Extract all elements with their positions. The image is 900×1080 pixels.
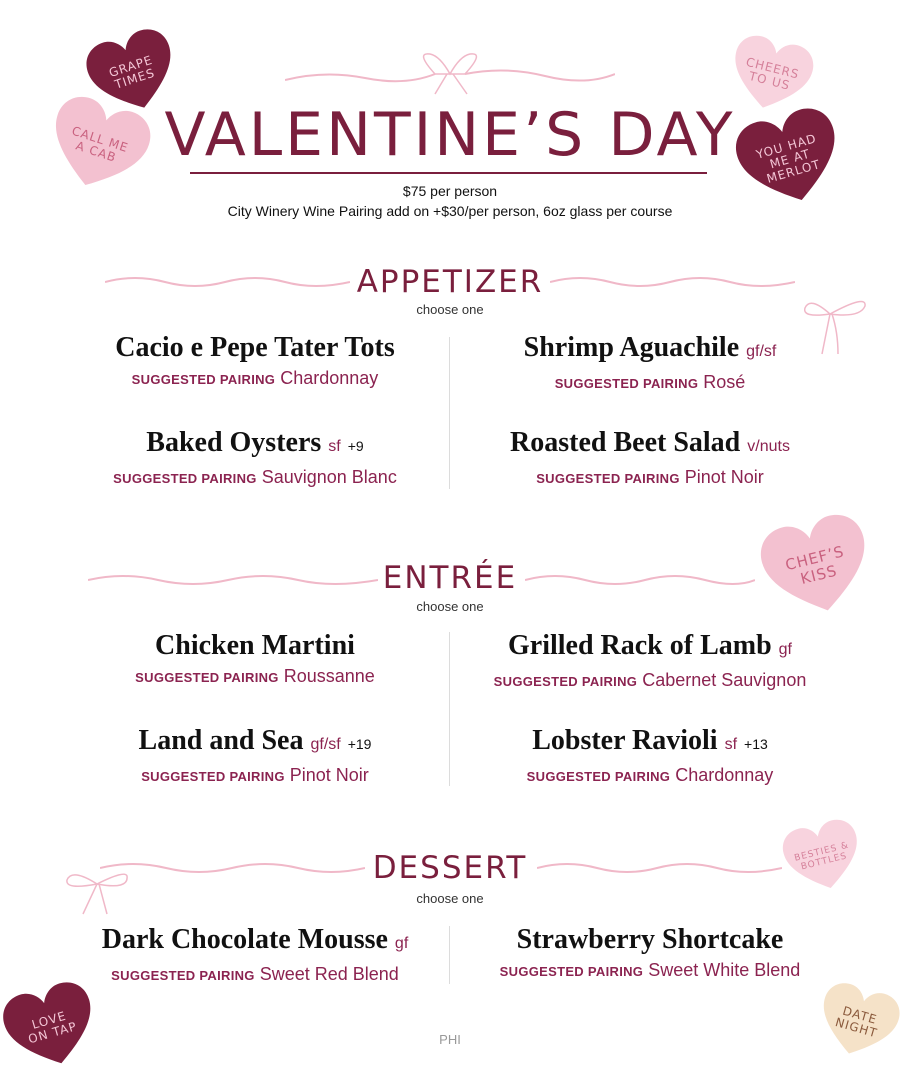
pairing-label: SUGGESTED PAIRING xyxy=(554,376,699,391)
pairing-wine: Sauvignon Blanc xyxy=(261,467,397,487)
section-subtitle: choose one xyxy=(416,302,484,317)
menu-item xyxy=(450,331,850,397)
heart-text: CALL ME A CAB xyxy=(70,123,131,165)
menu-item xyxy=(60,331,450,393)
pairing-wine: Chardonnay xyxy=(280,368,379,388)
menu-item xyxy=(450,923,850,985)
heart-date-night xyxy=(809,975,900,1068)
dish-name: Chicken Martini xyxy=(155,630,355,661)
pairing-wine: Sweet Red Blend xyxy=(259,964,399,984)
menu-item xyxy=(60,629,450,691)
menu-item xyxy=(60,426,450,492)
dish-name: Dark Chocolate Mousse xyxy=(101,924,388,955)
menu-item xyxy=(60,923,450,989)
dietary-tag: sf xyxy=(724,736,738,753)
heart-text: DATE NIGHT xyxy=(833,1003,880,1041)
dietary-tag: gf xyxy=(778,641,792,658)
heart-text: GRAPE TIMES xyxy=(107,52,157,92)
heart-love-on-tap xyxy=(0,974,107,1080)
section-subtitle: choose one xyxy=(416,599,484,614)
dish-name: Grilled Rack of Lamb xyxy=(507,630,772,661)
menu-item xyxy=(450,724,850,790)
pairing-wine: Chardonnay xyxy=(675,765,774,785)
pairing-label: SUGGESTED PAIRING xyxy=(499,964,644,979)
dietary-tag: gf/sf xyxy=(746,343,777,360)
pairing-label: SUGGESTED PAIRING xyxy=(141,769,285,784)
pairing-label: SUGGESTED PAIRING xyxy=(536,471,680,486)
dietary-tag: gf xyxy=(394,935,409,952)
footer-code: PHI xyxy=(439,1032,461,1047)
pairing-wine: Sweet White Blend xyxy=(648,960,801,980)
section-title-dessert: DESSERT xyxy=(372,850,528,886)
page-title: VALENTINE’S DAY xyxy=(164,100,736,170)
pairing-wine: Pinot Noir xyxy=(289,765,369,785)
surcharge: +19 xyxy=(347,736,372,752)
pairing-label: SUGGESTED PAIRING xyxy=(493,674,638,689)
menu-item xyxy=(450,426,850,492)
section-title-entree: ENTRÉE xyxy=(382,560,518,596)
section-subtitle: choose one xyxy=(416,891,484,906)
pairing-label: SUGGESTED PAIRING xyxy=(526,769,671,784)
menu-item xyxy=(450,629,850,695)
heart-text: CHEF’S KISS xyxy=(783,542,847,589)
dish-name: Cacio e Pepe Tater Tots xyxy=(115,332,395,363)
dietary-tag: v/nuts xyxy=(747,438,790,455)
pairing-label: SUGGESTED PAIRING xyxy=(111,968,255,983)
dish-name: Strawberry Shortcake xyxy=(516,924,784,955)
heart-text: BESTIES & BOTTLES xyxy=(793,840,851,873)
title-underline xyxy=(190,172,707,174)
pairing-wine: Roussanne xyxy=(283,666,375,686)
pairing-wine: Pinot Noir xyxy=(684,467,764,487)
pairing-label: SUGGESTED PAIRING xyxy=(131,372,276,387)
dish-name: Land and Sea xyxy=(138,725,304,756)
dietary-tag: gf/sf xyxy=(310,736,341,753)
surcharge: +13 xyxy=(744,736,768,752)
pairing-label: SUGGESTED PAIRING xyxy=(113,471,257,486)
menu-item xyxy=(60,724,450,790)
surcharge: +9 xyxy=(347,438,364,454)
pairing-wine: Rosé xyxy=(703,372,746,392)
heart-text: CHEERS TO US xyxy=(744,54,801,93)
heart-text: YOU HAD ME AT MERLOT xyxy=(754,130,822,186)
pairing-wine: Cabernet Sauvignon xyxy=(642,670,807,690)
wine-pairing-note: City Winery Wine Pairing add on +$30/per person, 6oz glass per course xyxy=(227,203,673,219)
price-text: $75 per person xyxy=(402,183,498,199)
pairing-label: SUGGESTED PAIRING xyxy=(135,670,279,685)
dish-name: Lobster Ravioli xyxy=(532,725,718,756)
heart-text: LOVE ON TAP xyxy=(26,1008,79,1047)
top-ribbon xyxy=(285,52,615,97)
dietary-tag: sf xyxy=(328,438,341,455)
section-title-appetizer: APPETIZER xyxy=(356,264,544,300)
dish-name: Baked Oysters xyxy=(146,427,322,458)
dish-name: Shrimp Aguachile xyxy=(523,332,740,363)
dish-name: Roasted Beet Salad xyxy=(510,427,741,458)
